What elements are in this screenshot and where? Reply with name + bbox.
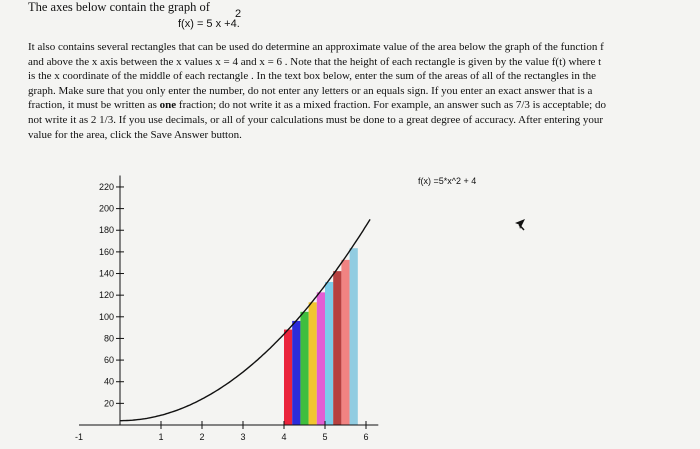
y-tick-label: 180 [98,225,114,236]
function-formula-text: f(x) = 5 x +4. [178,18,240,30]
approximation-rectangle [350,248,358,425]
y-tick-label: 60 [103,355,114,366]
rectangles-group [284,248,358,425]
y-tick-label: 100 [98,311,114,322]
x-tick-label: 6 [363,432,369,442]
instruction-line: value for the area, click the Save Answer button. [28,128,242,141]
y-tick-label: 200 [98,203,114,214]
x-tick-label: -1 [74,432,84,442]
y-tick-label: 140 [98,268,114,279]
instruction-text: fraction; do not write it as a mixed fraction. For example, an answer such as 7/3 is acceptable; do [176,99,606,112]
instruction-line: graph. Make sure that you only enter the number, do not enter any letters or an equals sign. If you enter an exact answer that is a [28,84,593,97]
question-intro: The axes below contain the graph of [28,0,210,14]
y-tick-label: 220 [98,181,114,192]
approximation-rectangle [317,292,325,425]
x-tick-label: 5 [322,432,328,442]
approximation-rectangle [284,330,292,425]
instruction-line: and above the x axis between the x values x = 4 and x = 6 . Note that the height of each rectangle is given by the value f(t) where t [28,55,602,68]
function-exponent: 2 [235,8,242,20]
instruction-line: not write it as 2 1/3. If you use decimals, or all of your calculations must be done to a great degree of accuracy. After entering your [28,113,604,126]
approximation-rectangle [325,282,333,425]
y-tick-label: 160 [98,246,114,257]
y-tick-label: 80 [103,333,114,344]
y-tick-label: 120 [98,290,114,301]
instruction-emphasis: one [159,99,177,112]
y-tick-label: 40 [103,376,114,387]
approximation-rectangle [333,271,341,425]
instruction-line: It also contains several rectangles that can be used do determine an approximate value of the area below the graph of the function f [28,41,604,53]
x-tick-label: 4 [281,432,287,442]
x-tick-label: 2 [199,432,205,442]
approximation-rectangle [309,302,317,425]
approximation-rectangle [341,260,349,425]
instruction-text: fraction, it must be written as [28,99,160,112]
approximation-rectangle [300,312,308,425]
y-tick-label: 20 [103,398,114,409]
x-tick-label: 1 [158,432,164,442]
instruction-line: is the x coordinate of the middle of each rectangle . In the text box below, enter the sum of the areas of all of the rectangles in the [28,70,597,83]
function-label: f(x) =5*x^2 + 4 [418,176,477,186]
x-tick-label: 3 [240,432,246,442]
approximation-rectangle [292,321,300,425]
